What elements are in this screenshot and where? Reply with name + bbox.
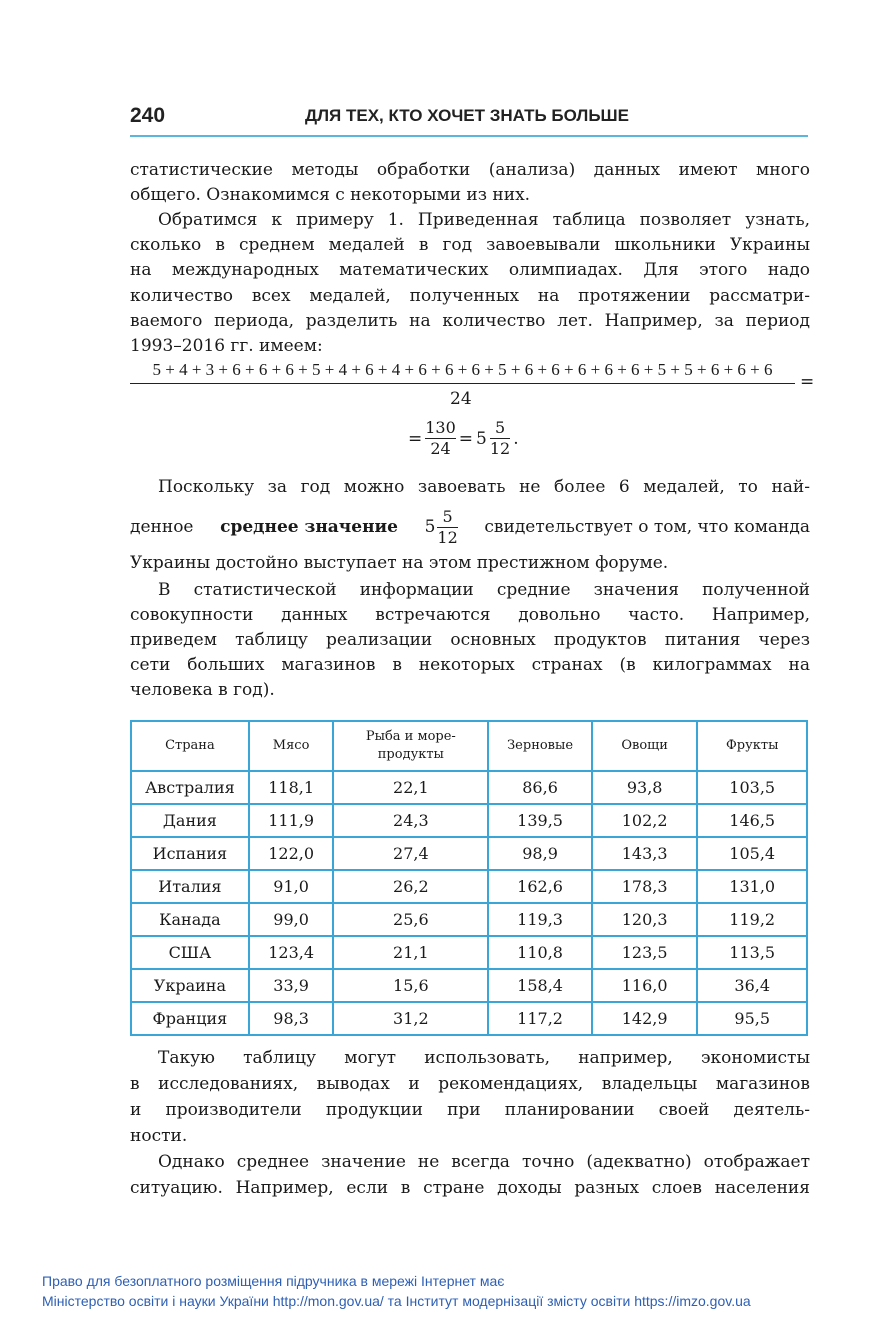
text-line: общего. Ознакомимся с некоторыми из них. [130, 185, 531, 205]
value-cell: 27,4 [333, 837, 488, 870]
running-header-title: ДЛЯ ТЕХ, КТО ХОЧЕТ ЗНАТЬ БОЛЬШЕ [305, 106, 629, 125]
value-cell: 122,0 [249, 837, 334, 870]
text: денное [130, 517, 194, 537]
fraction [437, 507, 457, 548]
text-line: Украины достойно выступает на этом престижном форуме. [130, 553, 669, 573]
value-cell: 21,1 [333, 936, 488, 969]
value-cell: 123,5 [592, 936, 698, 969]
text-line: В статистической информации средние значения полученной [158, 580, 810, 600]
table-row [131, 1002, 807, 1035]
text-line: на международных математических олимпиадах. Для этого надо [130, 260, 810, 280]
value-cell: 143,3 [592, 837, 698, 870]
value-cell: 91,0 [249, 870, 334, 903]
country-cell: Франция [131, 1002, 249, 1035]
value-cell: 123,4 [249, 936, 334, 969]
formula-numerator: 5 + 4 + 3 + 6 + 6 + 6 + 5 + 4 + 6 + 4 + 6 + 6 + 6 + 5 + 6 + 6 + 6 + 6 + 6 + 5 + 5 + 6 + 6 + 6 [152, 360, 773, 379]
column-header: Мясо [249, 721, 334, 771]
value-cell: 33,9 [249, 969, 334, 1002]
footer-ministry-line: Міністерство освіти і науки України http://mon.gov.ua/ та Інститут модернізації змісту освіти https://imzo.gov.ua [42, 1293, 751, 1309]
page-number: 240 [130, 104, 166, 127]
country-cell: Украина [131, 969, 249, 1002]
value-cell: 142,9 [592, 1002, 698, 1035]
footer-rights-line: Право для безоплатного розміщення підручника в мережі Інтернет має [42, 1273, 505, 1289]
value-cell: 139,5 [488, 804, 592, 837]
text-line: 1993–2016 гг. имеем: [130, 336, 323, 356]
value-cell: 98,9 [488, 837, 592, 870]
text-line: ности. [130, 1126, 188, 1146]
column-header: Зерновые [488, 721, 592, 771]
value-cell: 110,8 [488, 936, 592, 969]
value-cell: 98,3 [249, 1002, 334, 1035]
table-row [131, 771, 807, 804]
table-row [131, 804, 807, 837]
country-cell: Дания [131, 804, 249, 837]
country-cell: Канада [131, 903, 249, 936]
text-line: Такую таблицу могут использовать, например, экономисты [158, 1048, 810, 1068]
value-cell: 111,9 [249, 804, 334, 837]
equals: = [458, 428, 474, 449]
text-line: ситуацию. Например, если в стране доходы разных слоев населения [130, 1178, 810, 1198]
country-cell: США [131, 936, 249, 969]
text-line: количество всех медалей, полученных на протяжении рассматри- [130, 286, 810, 306]
value-cell: 24,3 [333, 804, 488, 837]
value-cell: 120,3 [592, 903, 698, 936]
value-cell: 162,6 [488, 870, 592, 903]
fraction-bar [130, 383, 795, 384]
value-cell: 113,5 [697, 936, 807, 969]
table-row [131, 903, 807, 936]
value-cell: 26,2 [333, 870, 488, 903]
value-cell: 22,1 [333, 771, 488, 804]
text-line: Обратимся к примеру 1. Приведенная таблица позволяет узнать, [158, 210, 810, 230]
text-line: в исследованиях, выводах и рекомендациях, владельцы магазинов [130, 1074, 810, 1094]
value-cell: 146,5 [697, 804, 807, 837]
formula-equals: = [800, 372, 815, 392]
whole-part: 5 [424, 517, 436, 537]
value-cell: 31,2 [333, 1002, 488, 1035]
numerator: 5 [442, 506, 453, 526]
table-row [131, 969, 807, 1002]
value-cell: 86,6 [488, 771, 592, 804]
denominator: 12 [437, 527, 458, 547]
value-cell: 102,2 [592, 804, 698, 837]
column-header: Страна [131, 721, 249, 771]
text-line: Однако среднее значение не всегда точно (адекватно) отображает [158, 1152, 810, 1172]
whole-part: 5 [476, 428, 487, 449]
column-header: Овощи [592, 721, 698, 771]
denominator: 12 [489, 439, 511, 458]
text-line: сколько в среднем медалей в год завоевывали школьники Украины [130, 235, 810, 255]
mixed-number [425, 507, 458, 548]
text-line: и производители продукции при планировании своей деятель- [130, 1100, 810, 1120]
table-row [131, 870, 807, 903]
value-cell: 119,2 [697, 903, 807, 936]
country-cell: Испания [131, 837, 249, 870]
column-header: Рыба и море-продукты [333, 721, 488, 771]
text-line: статистические методы обработки (анализа) данных имеют много [130, 160, 810, 180]
value-cell: 158,4 [488, 969, 592, 1002]
numerator: 5 [494, 418, 506, 437]
value-cell: 118,1 [249, 771, 334, 804]
header-divider [130, 135, 808, 137]
table-row [131, 837, 807, 870]
value-cell: 99,0 [249, 903, 334, 936]
text-line: сети больших магазинов в некоторых странах (в килограммах на [130, 655, 810, 675]
equals: = [408, 428, 423, 449]
formula-denominator: 24 [450, 389, 472, 409]
value-cell: 15,6 [333, 969, 488, 1002]
text-line: совокупности данных встречаются довольно часто. Например, [130, 605, 810, 625]
table-header-row [131, 721, 807, 771]
denominator: 24 [430, 439, 451, 458]
food-consumption-table [130, 720, 808, 1036]
formula-result [408, 418, 519, 459]
country-cell: Италия [131, 870, 249, 903]
fraction [490, 418, 510, 459]
country-cell: Австралия [131, 771, 249, 804]
value-cell: 93,8 [592, 771, 698, 804]
value-cell: 119,3 [488, 903, 592, 936]
text-line: Поскольку за год можно завоевать не более 6 медалей, то най- [158, 477, 810, 497]
value-cell: 105,4 [697, 837, 807, 870]
period: . [513, 428, 519, 449]
value-cell: 117,2 [488, 1002, 592, 1035]
value-cell: 116,0 [592, 969, 698, 1002]
text-line-mixed [130, 505, 810, 549]
value-cell: 36,4 [697, 969, 807, 1002]
text-line: человека в год). [130, 680, 275, 700]
column-header: Фрукты [697, 721, 807, 771]
value-cell: 131,0 [697, 870, 807, 903]
text-line: ваемого периода, разделить на количество лет. Например, за период [130, 311, 810, 331]
numerator: 130 [425, 418, 456, 437]
fraction [425, 418, 456, 459]
value-cell: 95,5 [697, 1002, 807, 1035]
term-bold: среднее значение [220, 517, 398, 537]
table-row [131, 936, 807, 969]
value-cell: 178,3 [592, 870, 698, 903]
value-cell: 25,6 [333, 903, 488, 936]
text-line: приведем таблицу реализации основных продуктов питания через [130, 630, 810, 650]
value-cell: 103,5 [697, 771, 807, 804]
text: свидетельствует о том, что команда [484, 517, 810, 537]
